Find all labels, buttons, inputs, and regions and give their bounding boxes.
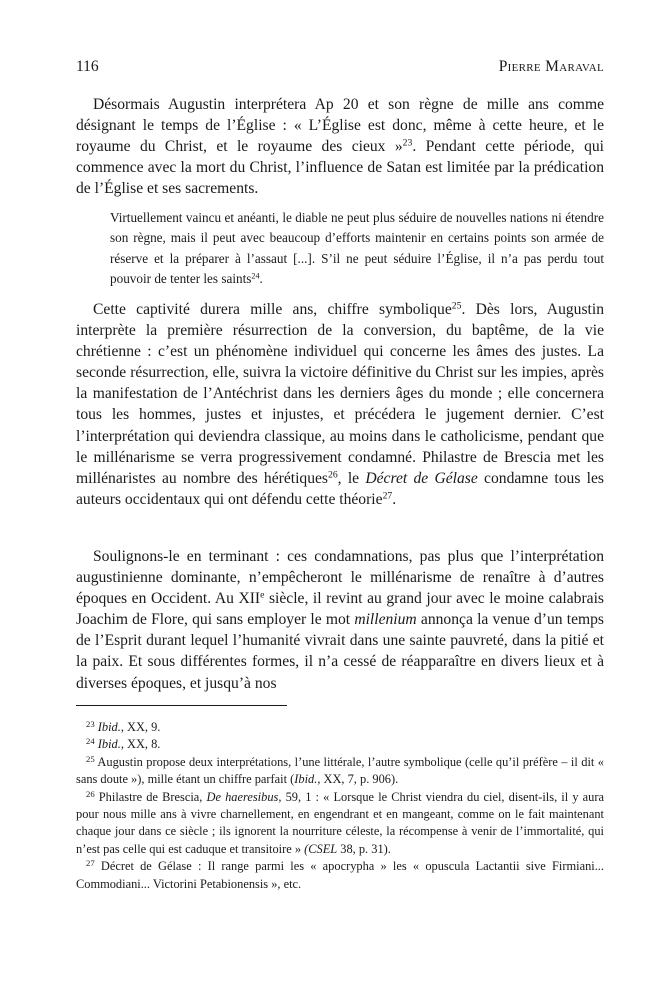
footnote-23 (76, 719, 604, 736)
footnote-number: 24 (86, 736, 95, 747)
note-ref-24[interactable]: 24 (251, 271, 260, 281)
millenium-word: millenium (354, 611, 417, 629)
footnotes (76, 719, 604, 893)
note-ref-25[interactable]: 25 (451, 300, 462, 312)
page-number: 116 (76, 58, 99, 75)
paragraph-2 (76, 299, 604, 510)
paragraph-1-text-a: Désormais Augustin interprétera Ap 20 et son règne de mille ans comme désignant le temps de l’Église : « L’Église est donc, même à cette heure, et le royaume du Christ, et le royaume des cieux » (76, 96, 604, 156)
decret-title: Décret de Gélase (365, 469, 478, 487)
note-ref-26[interactable]: 26 (328, 469, 338, 481)
running-head-author: Pierre Maraval (498, 58, 604, 75)
footnote-text: Décret de Gélase : Il range parmi les « apocrypha » les « opuscula Lactantii sive Firmiani... Commodiani... Victorini Petabionensis », etc. (76, 859, 604, 891)
footnote-text: Philastre de Brescia, (94, 789, 207, 804)
note-ref-23[interactable]: 23 (402, 137, 413, 149)
running-header (76, 58, 604, 80)
footnote-26 (76, 789, 604, 859)
footnote-24 (76, 736, 604, 753)
paragraph-2-text-b: . Dès lors, Augustin interprète la première résurrection de la conversion, du baptême, de la vie chrétienne : c’est un phénomène individuel qui concerne les âmes des justes. La seconde résurrection, elle, suivra la victoire définitive du Christ sur les impies, après la manifestation de l’Antéchrist dans les derniers âges du monde ; elle concernera tous les hommes, justes et injustes, et précédera le jugement dernier. C’est l’interprétation qui deviendra classique, au moins dans le catholicisme, pendant que le millénarisme se verra progressivement condamné. Philastre de Brescia met les millénaristes au nombre des hérétiques (76, 301, 604, 487)
paragraph-3-text-a: Soulignons-le en terminant : ces condamnations, pas plus que l’interprétation augustinienne dominante, n’empêcheront le millénarisme de renaître à d’autres époques en Occident. Au XII (76, 548, 604, 608)
footnote-number: 26 (86, 788, 95, 799)
block-quote-text-a: Virtuellement vaincu et anéanti, le diable ne peut plus séduire de nouvelles nations ni étendre son règne, mais il peut avec beaucoup d’efforts maintenir en certains points son armée de réserve et la préparer à l’assaut [...]. S’il ne peut séduire l’Église, il n’a pas perdu tout pouvoir de tenter les saints (110, 210, 604, 287)
paragraph-2-text-c: , le (337, 469, 366, 487)
block-quote-text-b: . (259, 271, 263, 287)
footnote-italic: De haeresibus (206, 789, 279, 804)
paragraph-2-text-a: Cette captivité durera mille ans, chiffre symbolique (93, 301, 452, 318)
century-superscript: e (260, 589, 265, 601)
footnote-number: 23 (86, 719, 95, 730)
paragraph-3-text-b: siècle, il revint au grand jour avec le moine calabrais Joachim de Flore, qui sans employer le mot (76, 590, 604, 629)
paragraph-3-text-c: annonça la venue d’un temps de l’Esprit durant lequel l’humanité vivrait dans une sainte pauvreté, dans la pitié et la paix. Et sous différentes formes, il n’a cessé de réapparaître en divers lieux et à diverses époques, et jusqu’à nos (76, 611, 604, 692)
footnote-italic: Ibid. (97, 720, 121, 734)
footnote-text: , XX, 8. (120, 737, 161, 752)
footnote-27 (76, 858, 604, 893)
paragraph-2-text-d: condamne tous les auteurs occidentaux qui ont défendu cette théorie (76, 469, 604, 508)
paragraph-2-text-e: . (392, 490, 397, 508)
footnote-text: , XX, 7, p. 906). (317, 772, 399, 787)
footnote-25 (76, 754, 604, 789)
footnote-text: Augustin propose deux interprétations, l’une littérale, l’autre symbolique (celle qu’il préfère – il dit « sans doute »), mille étant un chiffre parfait ( (76, 754, 604, 787)
note-ref-27[interactable]: 27 (382, 490, 393, 502)
footnote-text: , 59, 1 : « Lorsque le Christ viendra du ciel, disent-ils, il y aura pour nous mille ans à vivre charnellement, en engendrant et en mangeant, comme on le fait maintenant chaque jour dans ce siècle ; ils ignorent la nourriture céleste, la récompense à venir de l’immortalité, qui n’est pas celle qui est caduque et transitoire » (76, 789, 604, 856)
footnote-italic: Ibid. (97, 737, 121, 752)
footnote-italic: (CSEL (304, 841, 338, 856)
block-quote (110, 208, 604, 290)
paragraph-1-text-b: . Pendant cette période, qui commence avec la mort du Christ, l’influence de Satan est limitée par la prédication de l’Église et ses sacrements. (76, 138, 604, 198)
footnote-separator (76, 705, 287, 706)
paragraph-1 (76, 94, 604, 199)
footnote-italic: Ibid. (294, 772, 318, 787)
paragraph-3 (76, 546, 604, 694)
footnote-text: 38, p. 31). (337, 841, 391, 856)
footnote-number: 27 (86, 858, 95, 869)
footnote-number: 25 (86, 753, 95, 764)
footnote-text: , XX, 9. (120, 720, 161, 734)
